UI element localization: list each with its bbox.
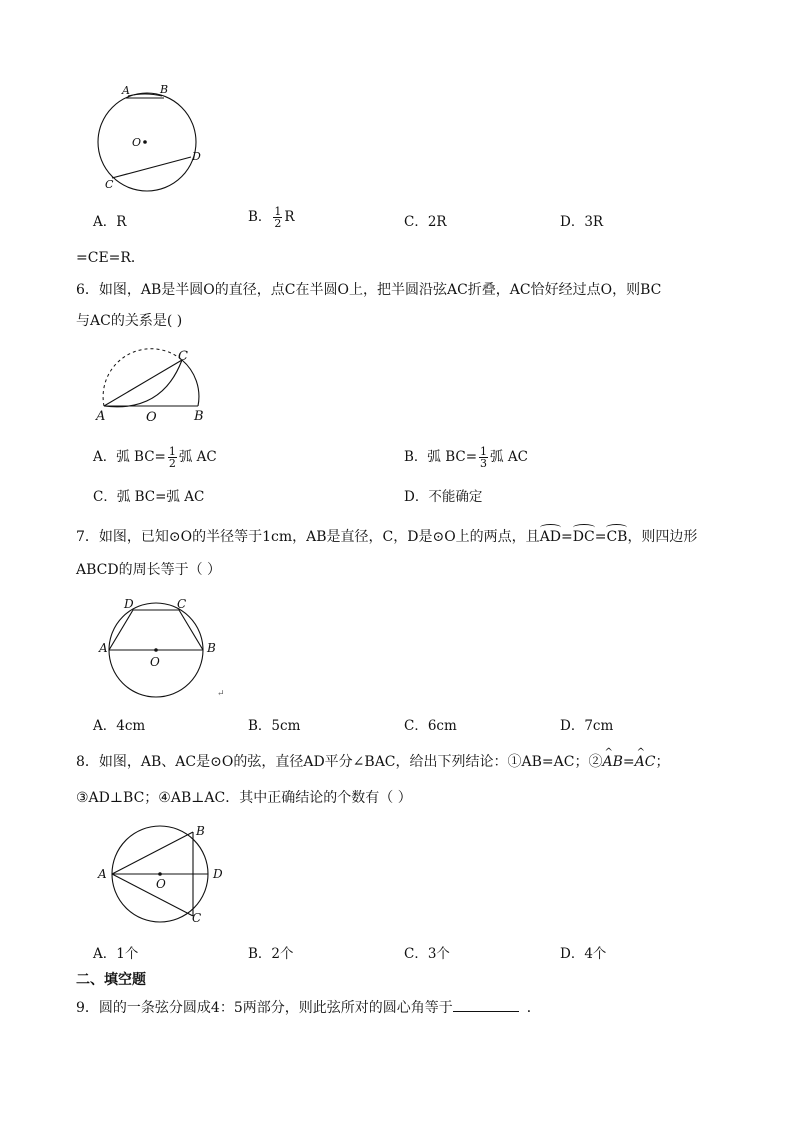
- q8-question-line1: [76, 752, 669, 772]
- label-c: C: [177, 597, 187, 611]
- q6-option-b[interactable]: [404, 446, 528, 469]
- q7-question-line1: [76, 524, 697, 547]
- label-c: C: [105, 178, 114, 191]
- label-d: D: [124, 597, 134, 611]
- q5-option-b[interactable]: [248, 206, 295, 229]
- q7-figure: [93, 592, 233, 704]
- q5-figure: [90, 80, 220, 195]
- section-title: 二、填空题: [76, 972, 146, 988]
- q7-option-b[interactable]: B．5cm: [248, 718, 301, 734]
- q7-option-d[interactable]: D．7cm: [560, 718, 614, 734]
- q6-option-b-prefix: B．弧 BC=: [404, 449, 478, 465]
- q5-tail-text: =CE=R．: [76, 250, 145, 266]
- q7-prefix: 7．如图，已知⊙O的半径等于1cm，AB是直径，C，D是⊙O上的两点，且: [76, 529, 540, 545]
- q6-figure: [92, 348, 217, 426]
- label-o: O: [156, 877, 166, 891]
- label-c: C: [178, 349, 188, 364]
- label-d: D: [213, 867, 223, 881]
- q6-option-a[interactable]: [93, 446, 217, 469]
- q7-question-line2: ABCD的周长等于（ ）: [76, 562, 222, 578]
- q7-suffix: ，则四边形: [627, 529, 698, 545]
- q5-option-d[interactable]: D．3R: [560, 214, 604, 230]
- label-a: A: [98, 867, 107, 881]
- arc-ab: ^ AB: [602, 752, 622, 772]
- q9-end: ．: [526, 1000, 541, 1016]
- q7-option-c[interactable]: C．6cm: [404, 718, 457, 734]
- label-a: A: [96, 409, 106, 424]
- q5-option-b-suffix: R: [284, 209, 295, 225]
- q6-option-a-fraction: $\frac{1}{2}$: [168, 445, 176, 470]
- label-o: O: [132, 136, 142, 149]
- q5-option-b-fraction: $\frac{1}{2}$: [274, 205, 282, 230]
- return-mark: ↵: [217, 689, 225, 699]
- q5-option-b-prefix: B．: [248, 209, 272, 225]
- answer-blank[interactable]: [453, 997, 519, 1012]
- q8-option-d[interactable]: D．4个: [560, 946, 607, 962]
- q5-option-a[interactable]: A．R: [93, 214, 127, 230]
- q8-prefix: 8．如图，AB、AC是⊙O的弦，直径AD平分∠BAC，给出下列结论：①AB=AC；②: [76, 754, 603, 770]
- q9-text: 9．圆的一条弦分圆成4：5两部分，则此弦所对的圆心角等于: [76, 1000, 453, 1016]
- q8-figure: [93, 820, 233, 932]
- q5-option-c[interactable]: C．2R: [404, 214, 447, 230]
- label-a: A: [99, 641, 108, 655]
- label-c: C: [192, 911, 202, 925]
- q6-question-line2: 与AC的关系是( ): [76, 313, 183, 329]
- label-b: B: [194, 409, 204, 424]
- arc-cb: CB: [606, 524, 627, 547]
- q6-option-b-fraction: $\frac{1}{3}$: [480, 445, 488, 470]
- q8-suffix: ；: [655, 754, 670, 770]
- q6-question-line1: 6．如图，AB是半圆O的直径，点C在半圆O上，把半圆沿弦AC折叠，AC恰好经过点O，则BC: [76, 282, 662, 298]
- label-b: B: [196, 824, 205, 838]
- equals-sign: =: [561, 529, 573, 545]
- q6-option-a-suffix: 弧 AC: [178, 449, 217, 465]
- label-b: B: [160, 83, 169, 96]
- q6-option-b-suffix: 弧 AC: [490, 449, 528, 465]
- q8-question-line2: ③AD⊥BC；④AB⊥AC．其中正确结论的个数有（ ）: [76, 790, 412, 806]
- arc-ad: AD: [540, 524, 561, 547]
- q7-option-a[interactable]: A．4cm: [93, 718, 146, 734]
- arc-ac: ^ AC: [635, 752, 656, 772]
- q6-option-c[interactable]: C．弧 BC=弧 AC: [93, 489, 205, 505]
- q8-option-c[interactable]: C．3个: [404, 946, 450, 962]
- label-d: D: [192, 150, 201, 163]
- q6-option-d[interactable]: D．不能确定: [404, 489, 483, 505]
- q8-option-a[interactable]: A．1个: [93, 946, 139, 962]
- arc-dc: DC: [573, 524, 595, 547]
- label-a: A: [122, 84, 130, 97]
- equals-sign: =: [622, 754, 635, 770]
- equals-sign: =: [594, 529, 607, 545]
- label-o: O: [150, 655, 160, 669]
- q8-option-b[interactable]: B．2个: [248, 946, 294, 962]
- q6-option-a-prefix: A．弧 BC=: [93, 449, 166, 465]
- label-b: B: [207, 641, 216, 655]
- label-o: O: [146, 410, 157, 425]
- q9-question: [76, 997, 541, 1018]
